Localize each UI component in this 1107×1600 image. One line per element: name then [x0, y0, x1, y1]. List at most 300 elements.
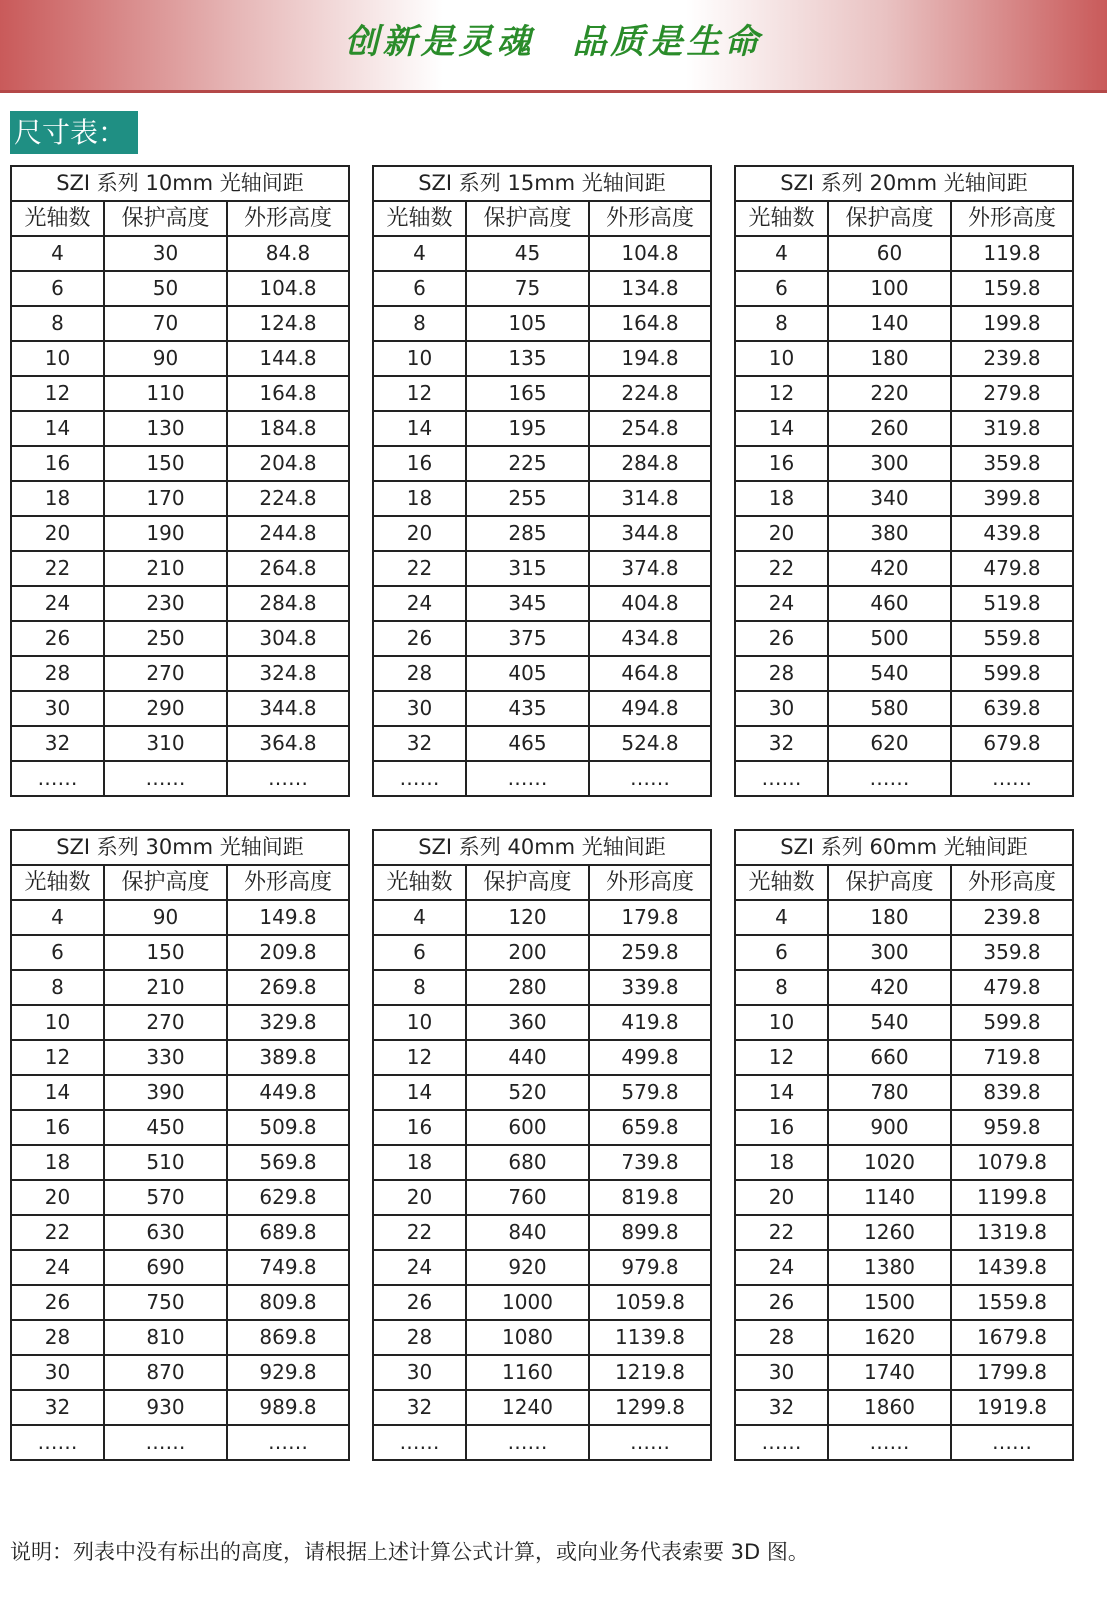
table-cell: 1260: [828, 1215, 951, 1250]
table-cell: 270: [104, 656, 227, 691]
column-header: 保护高度: [466, 201, 589, 236]
table-row: [735, 271, 1073, 306]
table-cell: 105: [466, 306, 589, 341]
table-cell: ……: [589, 1425, 711, 1460]
table-row: [735, 621, 1073, 656]
table-cell: 16: [735, 446, 828, 481]
table-cell: 22: [11, 551, 104, 586]
table-cell: 14: [11, 411, 104, 446]
table-cell: ……: [466, 1425, 589, 1460]
table-cell: 4: [373, 236, 466, 271]
table-cell: 1620: [828, 1320, 951, 1355]
table-cell: 809.8: [227, 1285, 349, 1320]
table-cell: 22: [373, 551, 466, 586]
table-cell: 26: [11, 1285, 104, 1320]
table-cell: 360: [466, 1005, 589, 1040]
table-cell: 1500: [828, 1285, 951, 1320]
table-cell: 285: [466, 516, 589, 551]
table-row: [11, 1215, 349, 1250]
table-cell: 310: [104, 726, 227, 761]
table-cell: 32: [373, 726, 466, 761]
table-cell: 250: [104, 621, 227, 656]
table-cell: 479.8: [951, 551, 1073, 586]
table-cell: 1740: [828, 1355, 951, 1390]
table-cell: 839.8: [951, 1075, 1073, 1110]
table-cell: 12: [11, 376, 104, 411]
table-row: [735, 1320, 1073, 1355]
table-cell: 920: [466, 1250, 589, 1285]
table-row: [11, 586, 349, 621]
table-row: [11, 341, 349, 376]
table-cell: 24: [735, 586, 828, 621]
table-cell: 750: [104, 1285, 227, 1320]
table-row: [11, 1285, 349, 1320]
table-cell: 180: [828, 341, 951, 376]
table-cell: 10: [735, 1005, 828, 1040]
table-cell: 810: [104, 1320, 227, 1355]
table-cell: 629.8: [227, 1180, 349, 1215]
table-row: [373, 1320, 711, 1355]
table-cell: 28: [735, 656, 828, 691]
table-cell: 270: [104, 1005, 227, 1040]
table-cell: 8: [735, 970, 828, 1005]
table-row: [735, 236, 1073, 271]
table-row: [373, 1355, 711, 1390]
table-cell: 780: [828, 1075, 951, 1110]
table-cell: 150: [104, 446, 227, 481]
table-row: [373, 1425, 711, 1460]
table-cell: 120: [466, 900, 589, 935]
table-cell: 28: [735, 1320, 828, 1355]
table-row: [373, 411, 711, 446]
table-cell: 10: [373, 341, 466, 376]
table-cell: 22: [735, 551, 828, 586]
table-row: [735, 1005, 1073, 1040]
table-cell: 20: [373, 516, 466, 551]
table-row: [373, 656, 711, 691]
table-row: [11, 1110, 349, 1145]
table-cell: 204.8: [227, 446, 349, 481]
table-cell: ……: [104, 1425, 227, 1460]
table-cell: 419.8: [589, 1005, 711, 1040]
table-cell: ……: [11, 761, 104, 796]
table-cell: 8: [735, 306, 828, 341]
table-cell: 339.8: [589, 970, 711, 1005]
table-cell: 239.8: [951, 900, 1073, 935]
table-cell: 6: [373, 935, 466, 970]
table-cell: 10: [11, 1005, 104, 1040]
table-cell: 24: [11, 1250, 104, 1285]
table-cell: ……: [828, 1425, 951, 1460]
table-cell: 580: [828, 691, 951, 726]
table-cell: 680: [466, 1145, 589, 1180]
table-cell: 26: [373, 1285, 466, 1320]
table-cell: 1140: [828, 1180, 951, 1215]
table-cell: 164.8: [227, 376, 349, 411]
table-title: SZI 系列 60mm 光轴间距: [735, 830, 1073, 865]
table-cell: 1919.8: [951, 1390, 1073, 1425]
table-cell: 26: [735, 621, 828, 656]
table-cell: 739.8: [589, 1145, 711, 1180]
table-row: [735, 900, 1073, 935]
table-cell: 224.8: [589, 376, 711, 411]
column-header: 光轴数: [11, 201, 104, 236]
table-cell: ……: [589, 761, 711, 796]
table-cell: 460: [828, 586, 951, 621]
table-cell: 18: [11, 1145, 104, 1180]
table-row: [11, 516, 349, 551]
table-cell: 14: [735, 411, 828, 446]
table-cell: 420: [828, 970, 951, 1005]
table-cell: 375: [466, 621, 589, 656]
table-title: SZI 系列 15mm 光轴间距: [373, 166, 711, 201]
table-cell: 579.8: [589, 1075, 711, 1110]
table-row: [735, 1425, 1073, 1460]
column-header: 外形高度: [951, 865, 1073, 900]
table-cell: 260: [828, 411, 951, 446]
table-cell: 520: [466, 1075, 589, 1110]
table-cell: 4: [735, 236, 828, 271]
table-cell: ……: [373, 1425, 466, 1460]
table-cell: 32: [373, 1390, 466, 1425]
table-row: [373, 1110, 711, 1145]
table-cell: 150: [104, 935, 227, 970]
table-cell: 1380: [828, 1250, 951, 1285]
table-cell: 390: [104, 1075, 227, 1110]
table-cell: 1059.8: [589, 1285, 711, 1320]
table-row: [373, 970, 711, 1005]
table-cell: 284.8: [227, 586, 349, 621]
table-cell: 14: [373, 1075, 466, 1110]
table-cell: 4: [11, 900, 104, 935]
column-header: 光轴数: [735, 201, 828, 236]
table-row: [735, 306, 1073, 341]
table-row: [735, 1180, 1073, 1215]
table-header-row: [11, 865, 349, 900]
table-cell: ……: [951, 1425, 1073, 1460]
table-row: [373, 481, 711, 516]
table-cell: 60: [828, 236, 951, 271]
table-cell: 559.8: [951, 621, 1073, 656]
table-cell: 26: [373, 621, 466, 656]
table-cell: ……: [466, 761, 589, 796]
table-cell: 1020: [828, 1145, 951, 1180]
table-row: [735, 1250, 1073, 1285]
table-row: [11, 656, 349, 691]
table-cell: 374.8: [589, 551, 711, 586]
table-row: [11, 691, 349, 726]
table-cell: 929.8: [227, 1355, 349, 1390]
table-cell: 1799.8: [951, 1355, 1073, 1390]
table-cell: 869.8: [227, 1320, 349, 1355]
table-cell: 1219.8: [589, 1355, 711, 1390]
table-row: [373, 900, 711, 935]
table-cell: 16: [11, 446, 104, 481]
table-cell: 690: [104, 1250, 227, 1285]
table-title: SZI 系列 20mm 光轴间距: [735, 166, 1073, 201]
table-cell: 18: [11, 481, 104, 516]
table-cell: 20: [735, 516, 828, 551]
size-table: [372, 165, 712, 797]
table-row: [11, 1355, 349, 1390]
table-cell: 165: [466, 376, 589, 411]
size-table: [372, 829, 712, 1461]
table-cell: 570: [104, 1180, 227, 1215]
table-cell: 10: [11, 341, 104, 376]
table-cell: 979.8: [589, 1250, 711, 1285]
table-row: [11, 236, 349, 271]
table-row: [11, 551, 349, 586]
table-cell: 164.8: [589, 306, 711, 341]
table-cell: 230: [104, 586, 227, 621]
table-cell: 12: [373, 1040, 466, 1075]
table-cell: 24: [735, 1250, 828, 1285]
table-cell: 630: [104, 1215, 227, 1250]
table-cell: 16: [373, 446, 466, 481]
table-cell: 269.8: [227, 970, 349, 1005]
table-cell: 14: [373, 411, 466, 446]
table-cell: 499.8: [589, 1040, 711, 1075]
table-cell: 1559.8: [951, 1285, 1073, 1320]
table-cell: 254.8: [589, 411, 711, 446]
table-cell: 18: [735, 1145, 828, 1180]
table-row: [11, 1180, 349, 1215]
table-cell: 90: [104, 900, 227, 935]
table-cell: 264.8: [227, 551, 349, 586]
table-row: [735, 935, 1073, 970]
table-cell: 569.8: [227, 1145, 349, 1180]
column-header: 保护高度: [104, 201, 227, 236]
table-cell: 959.8: [951, 1110, 1073, 1145]
table-cell: 540: [828, 1005, 951, 1040]
table-cell: 1319.8: [951, 1215, 1073, 1250]
table-cell: 8: [373, 306, 466, 341]
table-row: [373, 586, 711, 621]
table-cell: 10: [373, 1005, 466, 1040]
column-header: 外形高度: [227, 865, 349, 900]
table-row: [735, 1355, 1073, 1390]
table-cell: 689.8: [227, 1215, 349, 1250]
table-row: [735, 481, 1073, 516]
table-cell: 24: [11, 586, 104, 621]
column-header: 保护高度: [828, 201, 951, 236]
table-cell: 315: [466, 551, 589, 586]
table-cell: 28: [373, 656, 466, 691]
table-header-row: [735, 201, 1073, 236]
table-cell: 209.8: [227, 935, 349, 970]
table-cell: 344.8: [589, 516, 711, 551]
table-cell: 600: [466, 1110, 589, 1145]
table-cell: 840: [466, 1215, 589, 1250]
table-header-row: [373, 865, 711, 900]
table-cell: 124.8: [227, 306, 349, 341]
table-cell: 26: [11, 621, 104, 656]
table-cell: 104.8: [227, 271, 349, 306]
table-cell: 440: [466, 1040, 589, 1075]
column-header: 光轴数: [11, 865, 104, 900]
footnote: 说明：列表中没有标出的高度，请根据上述计算公式计算，或向业务代表索要 3D 图。: [10, 1540, 809, 1564]
size-table: [10, 165, 350, 797]
table-cell: 1679.8: [951, 1320, 1073, 1355]
table-cell: 179.8: [589, 900, 711, 935]
table-row: [11, 1250, 349, 1285]
table-row: [11, 271, 349, 306]
table-cell: 340: [828, 481, 951, 516]
table-cell: 30: [11, 1355, 104, 1390]
table-row: [373, 621, 711, 656]
table-cell: 324.8: [227, 656, 349, 691]
table-cell: 870: [104, 1355, 227, 1390]
table-cell: 30: [735, 1355, 828, 1390]
table-title: SZI 系列 10mm 光轴间距: [11, 166, 349, 201]
table-cell: 389.8: [227, 1040, 349, 1075]
table-cell: 259.8: [589, 935, 711, 970]
table-cell: 24: [373, 586, 466, 621]
table-cell: 930: [104, 1390, 227, 1425]
table-cell: 290: [104, 691, 227, 726]
table-cell: 364.8: [227, 726, 349, 761]
table-cell: 4: [373, 900, 466, 935]
table-cell: 18: [373, 1145, 466, 1180]
table-cell: 20: [11, 516, 104, 551]
table-cell: 12: [735, 1040, 828, 1075]
table-cell: 22: [373, 1215, 466, 1250]
table-cell: 50: [104, 271, 227, 306]
column-header: 外形高度: [589, 865, 711, 900]
table-cell: 449.8: [227, 1075, 349, 1110]
table-row: [11, 935, 349, 970]
size-table: [10, 829, 350, 1461]
table-cell: 32: [11, 726, 104, 761]
table-row: [11, 726, 349, 761]
table-title: SZI 系列 40mm 光轴间距: [373, 830, 711, 865]
table-cell: 359.8: [951, 935, 1073, 970]
table-cell: 404.8: [589, 586, 711, 621]
column-header: 外形高度: [227, 201, 349, 236]
table-cell: 500: [828, 621, 951, 656]
table-cell: 12: [11, 1040, 104, 1075]
table-cell: 1139.8: [589, 1320, 711, 1355]
table-cell: 26: [735, 1285, 828, 1320]
table-cell: 22: [11, 1215, 104, 1250]
table-cell: 1199.8: [951, 1180, 1073, 1215]
table-cell: 6: [735, 271, 828, 306]
table-row: [373, 935, 711, 970]
table-cell: 75: [466, 271, 589, 306]
table-cell: 599.8: [951, 1005, 1073, 1040]
table-cell: 540: [828, 656, 951, 691]
table-cell: 345: [466, 586, 589, 621]
table-cell: 330: [104, 1040, 227, 1075]
table-cell: 8: [11, 970, 104, 1005]
size-table: [734, 165, 1074, 797]
table-cell: 100: [828, 271, 951, 306]
table-cell: ……: [11, 1425, 104, 1460]
table-cell: 16: [11, 1110, 104, 1145]
table-cell: 90: [104, 341, 227, 376]
table-row: [373, 376, 711, 411]
table-row: [11, 1075, 349, 1110]
table-cell: 819.8: [589, 1180, 711, 1215]
table-row: [735, 376, 1073, 411]
table-cell: 14: [11, 1075, 104, 1110]
table-cell: 989.8: [227, 1390, 349, 1425]
table-row: [735, 1285, 1073, 1320]
table-cell: 659.8: [589, 1110, 711, 1145]
table-cell: 12: [373, 376, 466, 411]
table-cell: 20: [373, 1180, 466, 1215]
table-cell: 4: [11, 236, 104, 271]
table-cell: 899.8: [589, 1215, 711, 1250]
table-cell: 510: [104, 1145, 227, 1180]
table-cell: 45: [466, 236, 589, 271]
table-cell: 239.8: [951, 341, 1073, 376]
table-cell: 104.8: [589, 236, 711, 271]
table-row: [735, 1110, 1073, 1145]
table-cell: 184.8: [227, 411, 349, 446]
table-row: [11, 761, 349, 796]
table-cell: 760: [466, 1180, 589, 1215]
table-cell: 420: [828, 551, 951, 586]
table-row: [735, 726, 1073, 761]
table-cell: 464.8: [589, 656, 711, 691]
table-cell: 6: [11, 935, 104, 970]
table-row: [735, 1040, 1073, 1075]
table-cell: 6: [735, 935, 828, 970]
table-row: [11, 900, 349, 935]
table-row: [11, 1145, 349, 1180]
table-cell: 18: [735, 481, 828, 516]
table-cell: ……: [828, 761, 951, 796]
table-header-row: [735, 865, 1073, 900]
table-row: [735, 516, 1073, 551]
table-row: [735, 586, 1073, 621]
table-cell: 144.8: [227, 341, 349, 376]
table-cell: 199.8: [951, 306, 1073, 341]
table-row: [11, 1390, 349, 1425]
table-cell: 200: [466, 935, 589, 970]
table-cell: 84.8: [227, 236, 349, 271]
table-row: [373, 341, 711, 376]
table-cell: 194.8: [589, 341, 711, 376]
table-cell: 30: [735, 691, 828, 726]
table-cell: 359.8: [951, 446, 1073, 481]
table-cell: 6: [11, 271, 104, 306]
table-cell: 405: [466, 656, 589, 691]
table-cell: 900: [828, 1110, 951, 1145]
table-cell: 280: [466, 970, 589, 1005]
table-cell: 1079.8: [951, 1145, 1073, 1180]
table-cell: 16: [735, 1110, 828, 1145]
table-cell: ……: [104, 761, 227, 796]
size-table: [734, 829, 1074, 1461]
table-row: [735, 341, 1073, 376]
table-cell: 32: [735, 726, 828, 761]
table-cell: 1240: [466, 1390, 589, 1425]
table-cell: 30: [373, 691, 466, 726]
table-row: [373, 236, 711, 271]
table-cell: 1860: [828, 1390, 951, 1425]
table-cell: 439.8: [951, 516, 1073, 551]
table-row: [373, 691, 711, 726]
table-cell: 224.8: [227, 481, 349, 516]
table-header-row: [373, 201, 711, 236]
table-row: [11, 411, 349, 446]
table-cell: 435: [466, 691, 589, 726]
table-cell: 30: [104, 236, 227, 271]
table-cell: 16: [373, 1110, 466, 1145]
table-cell: 1299.8: [589, 1390, 711, 1425]
